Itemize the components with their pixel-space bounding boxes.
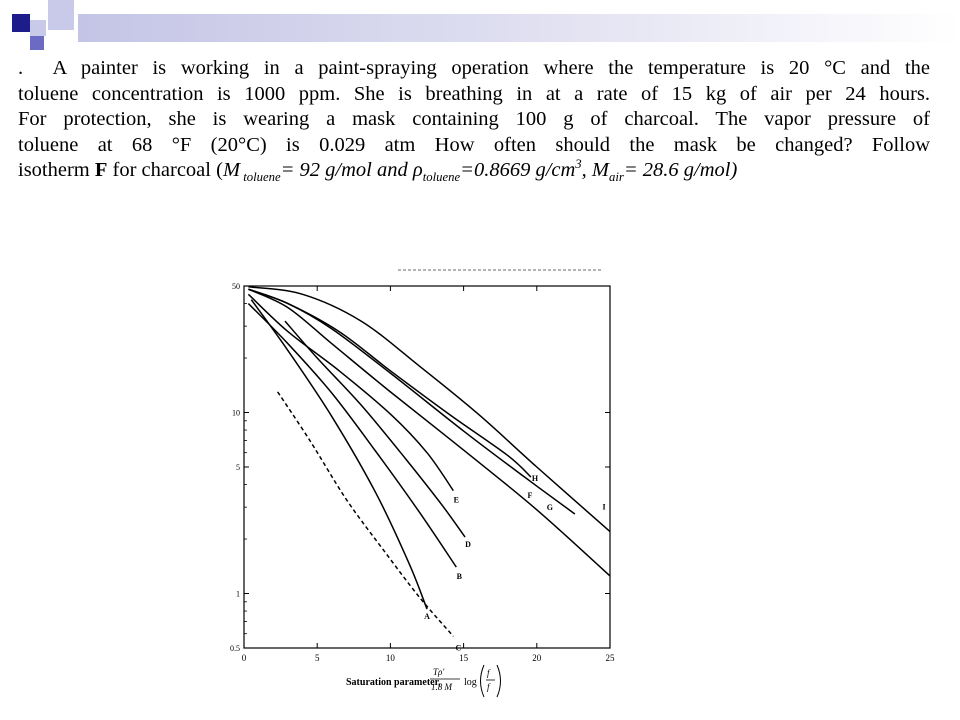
formula-log: log <box>464 677 477 688</box>
molar-mass-toluene <box>222 157 738 185</box>
x-axis-title: Saturation parameter, <box>346 677 441 688</box>
y-tick-label: 1 <box>236 589 240 599</box>
rho-sub-toluene: toluene <box>422 170 461 185</box>
curve-label-g: G <box>546 502 553 512</box>
problem-line-4: toluene at 68 °F (20°C) is 0.029 atm How often should the mask be changed? Follow <box>18 133 930 156</box>
isotherm-curve-g <box>248 289 574 514</box>
x-tick-label: 10 <box>385 653 395 663</box>
curve-label-h: H <box>531 474 539 484</box>
isotherm-curve-f <box>248 289 610 576</box>
paren-right-icon <box>497 665 501 697</box>
isotherm-curve-a <box>251 300 427 609</box>
isotherm-curve-e <box>248 294 453 490</box>
y-tick-label: 0.5 <box>230 644 240 653</box>
line5-h: = 28.6 g/mol) <box>623 159 738 181</box>
corner-square-blue <box>30 36 44 50</box>
m-sub-air: air <box>608 170 624 185</box>
corner-square-lavender-small <box>30 20 46 36</box>
y-tick-label: 5 <box>236 463 240 472</box>
m-symbol: M <box>222 159 241 181</box>
problem-line-2: toluene concentration is 1000 ppm. She is breathing in at a rate of 15 kg of air per 24 hours. <box>18 82 930 105</box>
curve-label-i: I <box>602 502 606 512</box>
corner-square-lavender <box>48 0 74 30</box>
x-tick-label: 0 <box>241 653 247 663</box>
formula-numerator: Tρ' <box>433 667 445 677</box>
isotherm-chart <box>206 262 626 702</box>
problem-line-1 <box>18 56 930 82</box>
x-tick-label: 5 <box>314 653 320 663</box>
curve-label-c: C <box>455 643 462 653</box>
line5-c: for charcoal ( <box>107 159 223 181</box>
y-tick-label: 10 <box>232 408 240 418</box>
y-tick-label: 50 <box>232 282 240 291</box>
m-sub-toluene: toluene <box>240 170 281 185</box>
line5-g: , M <box>581 159 609 181</box>
formula-f-num: f <box>487 668 490 678</box>
problem-line-3: For protection, she is wearing a mask containing 100 g of charcoal. The vapor pressure of <box>18 108 930 130</box>
rho-symbol: ρ <box>412 159 423 181</box>
problem-line-5 <box>18 158 930 184</box>
curve-label-f: F <box>527 490 533 500</box>
problem-line-1-text: A painter is working in a paint-spraying operation where the temperature is 20 °C and the <box>52 57 931 79</box>
line5-a: isotherm <box>18 159 95 181</box>
isotherm-curve-i <box>248 287 610 532</box>
isotherm-curve-h <box>248 289 531 477</box>
x-tick-label: 25 <box>605 653 615 663</box>
formula-denominator: 1.8 M <box>431 682 452 692</box>
corner-square-navy <box>12 14 30 32</box>
curve-label-b: B <box>456 572 462 582</box>
x-tick-label: 20 <box>532 653 542 663</box>
formula-f-den: f <box>487 682 490 692</box>
problem-lead: . <box>18 57 24 79</box>
x-tick-label: 15 <box>459 653 469 663</box>
line5-e: = 92 g/mol and <box>280 159 413 181</box>
cubed-sup: 3 <box>575 157 582 172</box>
title-gradient-bar <box>78 14 960 42</box>
isotherm-letter: F <box>94 159 108 181</box>
curve-label-a: A <box>424 612 430 622</box>
line5-f: =0.8669 g/cm <box>460 159 576 181</box>
curve-label-d: D <box>465 540 471 550</box>
problem-text <box>18 56 930 184</box>
paren-left-icon <box>481 665 485 697</box>
curve-label-e: E <box>453 495 460 505</box>
isotherm-curve-c <box>278 392 454 636</box>
